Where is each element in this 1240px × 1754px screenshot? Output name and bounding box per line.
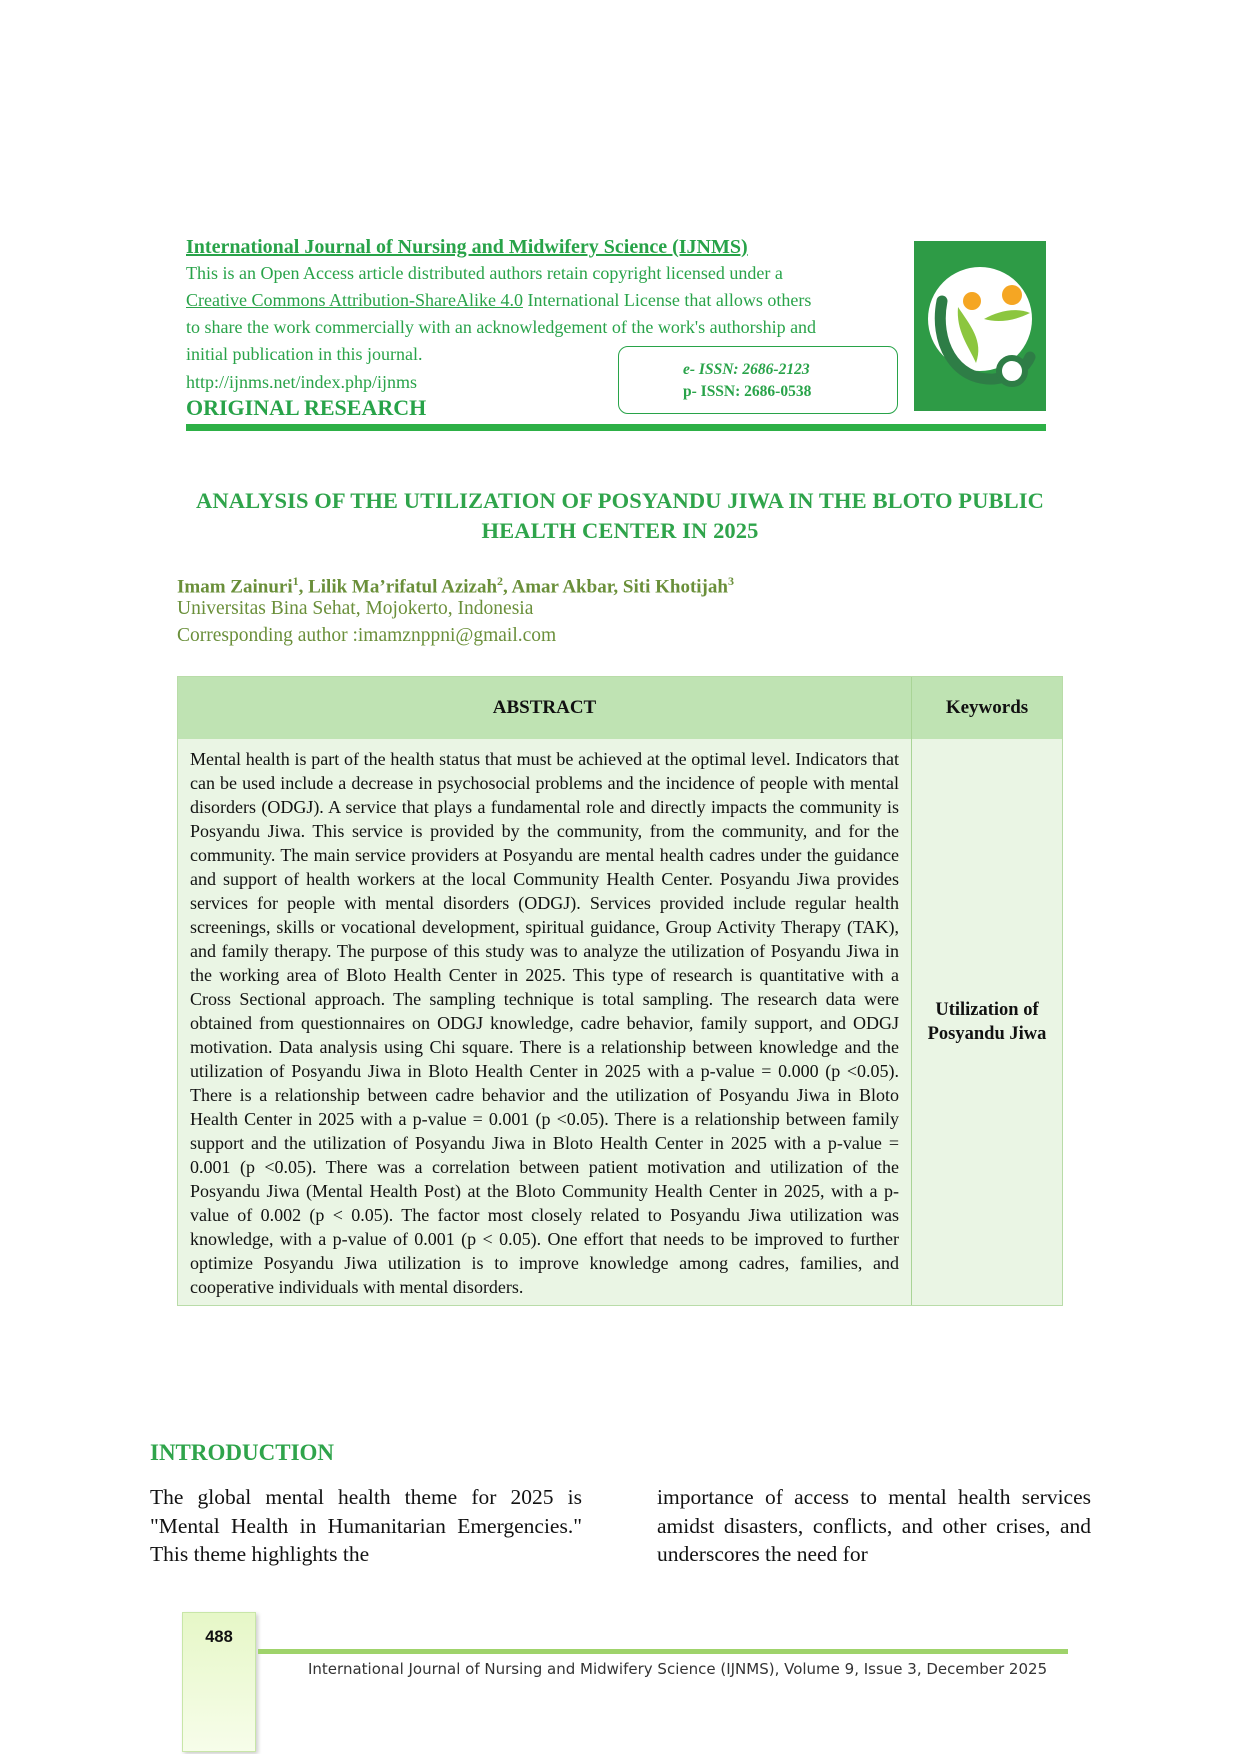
paper-title: ANALYSIS OF THE UTILIZATION OF POSYANDU JIWA IN THE BLOTO PUBLIC HEALTH CENTER IN 2025	[196, 488, 1044, 543]
author-name: Amar Akbar	[511, 576, 614, 598]
footer-citation: International Journal of Nursing and Midwifery Science (IJNMS), Volume 9, Issue 3, December 2025	[308, 1660, 1048, 1678]
journal-logo	[914, 241, 1046, 411]
e-issn: e- ISSN: 2686-2123	[683, 361, 810, 378]
author-name: Siti Khotijah	[622, 576, 728, 598]
author-affiliation-mark: 1	[292, 574, 299, 588]
abstract-heading: ABSTRACT	[178, 677, 912, 739]
abstract-header-row	[178, 677, 1062, 739]
license-link[interactable]: Creative Commons Attribution-ShareAlike 4.0	[186, 290, 523, 310]
introduction-right-column: importance of access to mental health services amidst disasters, conflicts, and other crises, and underscores the need for	[657, 1485, 1091, 1566]
page-number: 488	[205, 1628, 233, 1646]
section-label: ORIGINAL RESEARCH	[186, 395, 427, 420]
license-line-2: International License that allows others	[522, 290, 812, 310]
footer-divider	[258, 1649, 1068, 1654]
author-list: Imam Zainuri$^1$, Lilik Ma’rifatul Azizah$^2$, Amar Akbar, Siti Khotijah$^3$	[177, 574, 734, 598]
corresponding-author: Corresponding author :imamznppni@gmail.com	[177, 625, 557, 646]
introduction-left-column: The global mental health theme for 2025 is "Mental Health in Humanitarian Emergencies." This theme highlights the	[150, 1485, 582, 1566]
introduction-heading: INTRODUCTION	[150, 1440, 335, 1465]
author-name: Imam Zainuri	[177, 576, 293, 598]
p-issn: p- ISSN: 2686-0538	[683, 383, 812, 400]
license-line-1: This is an Open Access article distributed authors retain copyright licensed under a	[186, 263, 783, 283]
journal-title[interactable]: International Journal of Nursing and Midwifery Science (IJNMS)	[186, 236, 748, 258]
issn-box	[618, 346, 898, 414]
affiliation: Universitas Bina Sehat, Mojokerto, Indonesia	[177, 598, 534, 619]
license-line-3: to share the work commercially with an acknowledgement of the work's authorship and	[186, 317, 817, 337]
journal-url-link[interactable]: http://ijnms.net/index.php/ijnms	[186, 372, 418, 392]
journal-logo-icon	[914, 241, 1046, 411]
keywords-text: Utilization of Posyandu Jiwa	[927, 1000, 1047, 1044]
author-affiliation-mark: 3	[727, 574, 734, 588]
abstract-body-row	[178, 739, 1062, 1305]
keywords-heading: Keywords	[945, 697, 1029, 718]
author-affiliation-mark: 2	[497, 574, 504, 588]
license-line-4: initial publication in this journal.	[186, 344, 423, 364]
header-divider	[186, 424, 1046, 431]
author-name: Lilik Ma’rifatul Azizah	[308, 576, 498, 598]
abstract-text: Mental health is part of the health status that must be achieved at the optimal level. Indicators that can be used include a decrease in psychosocial problems and the incidence of people with mental disorders (ODGJ). A service that plays a fundamental role and directly impacts the community is Posyandu Jiwa. This service is provided by the community, from the community, and for the community. The main service providers at Posyandu are mental health cadres under the guidance and support of health workers at the local Community Health Center. Posyandu Jiwa provides services for people with mental disorders (ODGJ). Services provided include regular health screenings, skills or vocational development, spiritual guidance, Group Activity Therapy (TAK), and family therapy. The purpose of this study was to analyze the utilization of Posyandu Jiwa in the working area of Bloto Health Center in 2025. This type of research is quantitative with a Cross Sectional approach. The sampling technique is total sampling. The research data were obtained from questionnaires on ODGJ knowledge, cadre behavior, family support, and ODGJ motivation. Data analysis using Chi square. There is a relationship between knowledge and the utilization of Posyandu Jiwa in Bloto Health Center in 2025 with a p-value = 0.000 (p <0.05). There is a relationship between cadre behavior and the utilization of Posyandu Jiwa in Bloto Health Center in 2025 with a p-value = 0.001 (p <0.05). There is a relationship between family support and the utilization of Posyandu Jiwa in Bloto Health Center in 2025 with a p-value = 0.001 (p <0.05). There was a correlation between patient motivation and utilization of the Posyandu Jiwa (Mental Health Post) at the Bloto Community Health Center in 2025, with a p-value of 0.002 (p < 0.05). The factor most closely related to Posyandu Jiwa utilization was knowledge, with a p-value of 0.001 (p < 0.05). One effort that needs to be improved to further optimize Posyandu Jiwa utilization is to improve knowledge among cadres, families, and cooperative individuals with mental disorders.	[178, 739, 912, 1305]
abstract-table	[177, 676, 1063, 1306]
